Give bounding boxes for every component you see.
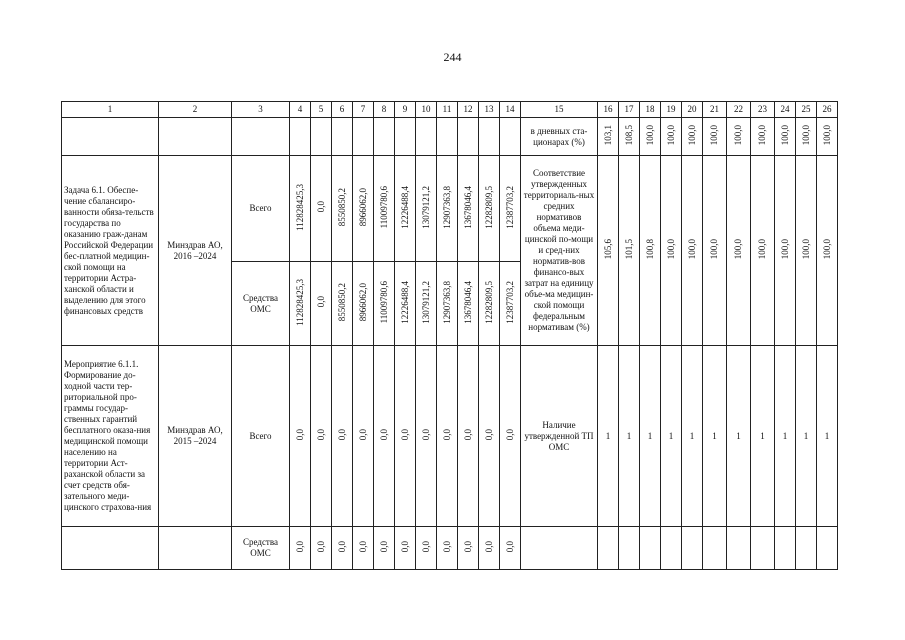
funding-value-text: 13079121,2 [420, 185, 431, 229]
funding-source: Средства ОМС [232, 262, 290, 346]
target-value-text: 100,0 [709, 238, 719, 260]
funding-value-text: 0,0 [315, 428, 326, 441]
target-value-text: 100,0 [665, 124, 676, 146]
funding-value [437, 262, 458, 346]
target-value-text: 100,0 [757, 238, 767, 260]
column-header: 9 [395, 102, 416, 118]
funding-value-text: 12387703,2 [504, 185, 515, 229]
column-header: 25 [796, 102, 817, 118]
target-value [640, 156, 661, 346]
column-header: 10 [416, 102, 437, 118]
cell-empty [311, 118, 332, 156]
funding-value-text: 0,0 [336, 540, 347, 553]
funding-value [290, 156, 311, 262]
program-table [61, 101, 838, 570]
funding-value-text: 0,0 [315, 201, 326, 213]
table-row [62, 156, 838, 262]
funding-value-text: 13678046,4 [462, 185, 473, 229]
cell-empty [661, 527, 682, 570]
executor-cell: Минздрав АО, 2016 –2024 [159, 156, 232, 346]
column-header: 8 [374, 102, 395, 118]
funding-value-text: 0,0 [462, 428, 473, 441]
cell-empty [353, 118, 374, 156]
column-header: 6 [332, 102, 353, 118]
funding-value [500, 262, 521, 346]
funding-source: Средства ОМС [232, 527, 290, 570]
cell-empty [598, 527, 619, 570]
column-header: 19 [661, 102, 682, 118]
column-header: 7 [353, 102, 374, 118]
cell-empty [796, 527, 817, 570]
target-value: 1 [751, 346, 775, 527]
target-value-text: 108,5 [623, 124, 634, 146]
target-value [682, 118, 703, 156]
funding-value [395, 346, 416, 527]
funding-value [395, 262, 416, 346]
funding-value-text: 112828425,3 [294, 278, 305, 326]
target-value: 1 [682, 346, 703, 527]
funding-value-text: 12282809,5 [483, 280, 494, 324]
target-value [775, 156, 796, 346]
target-value-text: 100,0 [709, 124, 719, 146]
cell-empty [159, 118, 232, 156]
funding-value [479, 346, 500, 527]
column-header: 5 [311, 102, 332, 118]
target-value: 1 [661, 346, 682, 527]
funding-value [332, 346, 353, 527]
target-value: 1 [640, 346, 661, 527]
funding-value [416, 156, 437, 262]
column-header: 3 [232, 102, 290, 118]
funding-value [416, 262, 437, 346]
cell-empty [232, 118, 290, 156]
target-value [703, 156, 727, 346]
funding-value [500, 346, 521, 527]
target-value: 1 [817, 346, 838, 527]
cell-empty [775, 527, 796, 570]
target-value-text: 105,6 [602, 238, 613, 260]
target-value-text: 100,0 [733, 124, 743, 146]
funding-value-text: 0,0 [483, 428, 494, 441]
table-row [62, 118, 838, 156]
funding-value-text: 0,0 [420, 540, 431, 553]
cell-empty [62, 527, 159, 570]
funding-value-text: 0,0 [294, 540, 305, 553]
page-number: 244 [443, 50, 462, 64]
funding-value-text: 0,0 [378, 428, 389, 441]
indicator-cell: в дневных ста-ционарах (%) [521, 118, 598, 156]
funding-value [395, 156, 416, 262]
funding-value-text: 0,0 [441, 540, 452, 553]
funding-value-text: 0,0 [315, 296, 326, 308]
executor-cell: Минздрав АО, 2015 –2024 [159, 346, 232, 527]
funding-value [479, 262, 500, 346]
target-value [682, 156, 703, 346]
funding-value [479, 527, 500, 570]
cell-empty [521, 527, 598, 570]
target-value-text: 100,0 [779, 238, 790, 260]
target-value-text: 100,0 [800, 238, 811, 260]
funding-value-text: 0,0 [399, 428, 410, 441]
funding-value-text: 13079121,2 [420, 280, 431, 324]
target-value: 1 [619, 346, 640, 527]
funding-value-text: 8966062,0 [357, 282, 368, 322]
target-value [727, 156, 751, 346]
funding-source: Всего [232, 346, 290, 527]
cell-empty [640, 527, 661, 570]
target-value-text: 100,8 [644, 238, 655, 260]
funding-value [416, 527, 437, 570]
funding-value [290, 262, 311, 346]
funding-value-text: 12226488,4 [399, 280, 410, 324]
funding-value [437, 527, 458, 570]
column-header: 22 [727, 102, 751, 118]
funding-value [332, 262, 353, 346]
funding-value-text: 0,0 [441, 428, 452, 441]
funding-value-text: 0,0 [420, 428, 431, 441]
funding-value-text: 0,0 [504, 540, 515, 553]
target-value [751, 118, 775, 156]
column-header: 20 [682, 102, 703, 118]
target-value [751, 156, 775, 346]
column-header: 11 [437, 102, 458, 118]
column-header: 4 [290, 102, 311, 118]
target-value-text: 100,0 [686, 238, 697, 260]
funding-value [500, 156, 521, 262]
funding-value-text: 11009780,6 [378, 185, 389, 229]
target-value-text: 100,0 [665, 238, 676, 260]
task-description: Задача 6.1. Обеспе-чение сбалансиро-ванности обяза-тельств государства по оказанию граж-данам Российской Федерации бес-платной медицин-ской помощи на территории Астра-ханской области и выделению для этого финансовых средств [62, 156, 159, 346]
target-value-text: 100,0 [733, 238, 743, 260]
funding-value-text: 11009780,6 [378, 280, 389, 324]
funding-value-text: 0,0 [357, 540, 368, 553]
target-value: 1 [703, 346, 727, 527]
measure-description: Мероприятие 6.1.1. Формирование до-ходной части тер-риториальной про-граммы государ-ственных гарантий бесплатного оказа-ния медицинской помощи населению на территории Аст-раханской области за счет средств обя-зательного меди-цинского страхова-ния [62, 346, 159, 527]
table-row [62, 346, 838, 527]
funding-value-text: 0,0 [336, 428, 347, 441]
target-value-text: 100,0 [800, 124, 811, 146]
funding-value-text: 0,0 [315, 540, 326, 553]
funding-source: Всего [232, 156, 290, 262]
target-value [598, 118, 619, 156]
funding-value [374, 346, 395, 527]
column-header: 14 [500, 102, 521, 118]
column-header: 12 [458, 102, 479, 118]
target-value-text: 100,0 [757, 124, 767, 146]
target-value-text: 100,0 [779, 124, 790, 146]
target-value: 1 [775, 346, 796, 527]
cell-empty [682, 527, 703, 570]
indicator-cell: Наличие утвержденной ТП ОМС [521, 346, 598, 527]
column-header: 16 [598, 102, 619, 118]
funding-value-text: 12907363,8 [441, 185, 452, 229]
funding-value [353, 262, 374, 346]
target-value [703, 118, 727, 156]
cell-empty [437, 118, 458, 156]
funding-value-text: 12226488,4 [399, 185, 410, 229]
cell-empty [703, 527, 727, 570]
target-value [661, 156, 682, 346]
funding-value [437, 346, 458, 527]
funding-value-text: 12282809,5 [483, 185, 494, 229]
funding-value [332, 527, 353, 570]
column-header: 24 [775, 102, 796, 118]
target-value-text: 100,0 [821, 124, 832, 146]
funding-value [353, 527, 374, 570]
column-header: 21 [703, 102, 727, 118]
funding-value [290, 346, 311, 527]
cell-empty [727, 527, 751, 570]
target-value-text: 101,5 [623, 238, 634, 260]
cell-empty [751, 527, 775, 570]
funding-value [374, 262, 395, 346]
cell-empty [458, 118, 479, 156]
cell-empty [500, 118, 521, 156]
funding-value [437, 156, 458, 262]
funding-value [311, 346, 332, 527]
target-value [598, 156, 619, 346]
funding-value [458, 346, 479, 527]
target-value-text: 103,1 [602, 124, 613, 146]
funding-value [395, 527, 416, 570]
funding-value [311, 156, 332, 262]
funding-value-text: 0,0 [357, 428, 368, 441]
target-value [619, 118, 640, 156]
funding-value [416, 346, 437, 527]
column-header: 15 [521, 102, 598, 118]
cell-empty [374, 118, 395, 156]
cell-empty [395, 118, 416, 156]
funding-value-text: 0,0 [378, 540, 389, 553]
target-value [817, 118, 838, 156]
funding-value [332, 156, 353, 262]
funding-value [458, 262, 479, 346]
funding-value-text: 8550850,2 [336, 282, 347, 322]
table-row [62, 527, 838, 570]
cell-empty [62, 118, 159, 156]
indicator-cell: Соответствие утвержденных территориаль-ных средних нормативов объема меди-цинской по-мощи и сред-них норматив-вов финансо-вых затрат на единицу объе-ма медицин-ской помощи федеральным нормативам (%) [521, 156, 598, 346]
target-value [796, 118, 817, 156]
funding-value-text: 0,0 [399, 540, 410, 553]
funding-value-text: 0,0 [294, 428, 305, 441]
target-value: 1 [727, 346, 751, 527]
column-header: 18 [640, 102, 661, 118]
cell-empty [479, 118, 500, 156]
funding-value [311, 262, 332, 346]
funding-value [311, 527, 332, 570]
column-header: 1 [62, 102, 159, 118]
cell-empty [416, 118, 437, 156]
column-header: 26 [817, 102, 838, 118]
funding-value [374, 527, 395, 570]
column-header: 23 [751, 102, 775, 118]
funding-value [290, 527, 311, 570]
target-value-text: 100,0 [686, 124, 697, 146]
funding-value-text: 0,0 [483, 540, 494, 553]
target-value-text: 100,0 [644, 124, 655, 146]
funding-value [458, 527, 479, 570]
column-header: 2 [159, 102, 232, 118]
funding-value-text: 0,0 [504, 428, 515, 441]
target-value [640, 118, 661, 156]
table-row [62, 102, 838, 118]
cell-empty [332, 118, 353, 156]
target-value: 1 [598, 346, 619, 527]
target-value [796, 156, 817, 346]
column-header: 17 [619, 102, 640, 118]
funding-value-text: 8550850,2 [336, 187, 347, 227]
funding-value [374, 156, 395, 262]
cell-empty [619, 527, 640, 570]
funding-value-text: 12907363,8 [441, 280, 452, 324]
funding-value [479, 156, 500, 262]
funding-value-text: 12387703,2 [504, 280, 515, 324]
funding-value-text: 8966062,0 [357, 187, 368, 227]
funding-value [500, 527, 521, 570]
target-value [619, 156, 640, 346]
cell-empty [817, 527, 838, 570]
target-value-text: 100,0 [821, 238, 832, 260]
funding-value-text: 13678046,4 [462, 280, 473, 324]
cell-empty [290, 118, 311, 156]
column-header: 13 [479, 102, 500, 118]
funding-value [353, 346, 374, 527]
cell-empty [159, 527, 232, 570]
funding-value-text: 0,0 [462, 540, 473, 553]
target-value [817, 156, 838, 346]
funding-value [458, 156, 479, 262]
target-value [727, 118, 751, 156]
funding-value [353, 156, 374, 262]
funding-value-text: 112828425,3 [294, 183, 305, 231]
target-value: 1 [796, 346, 817, 527]
target-value [775, 118, 796, 156]
target-value [661, 118, 682, 156]
